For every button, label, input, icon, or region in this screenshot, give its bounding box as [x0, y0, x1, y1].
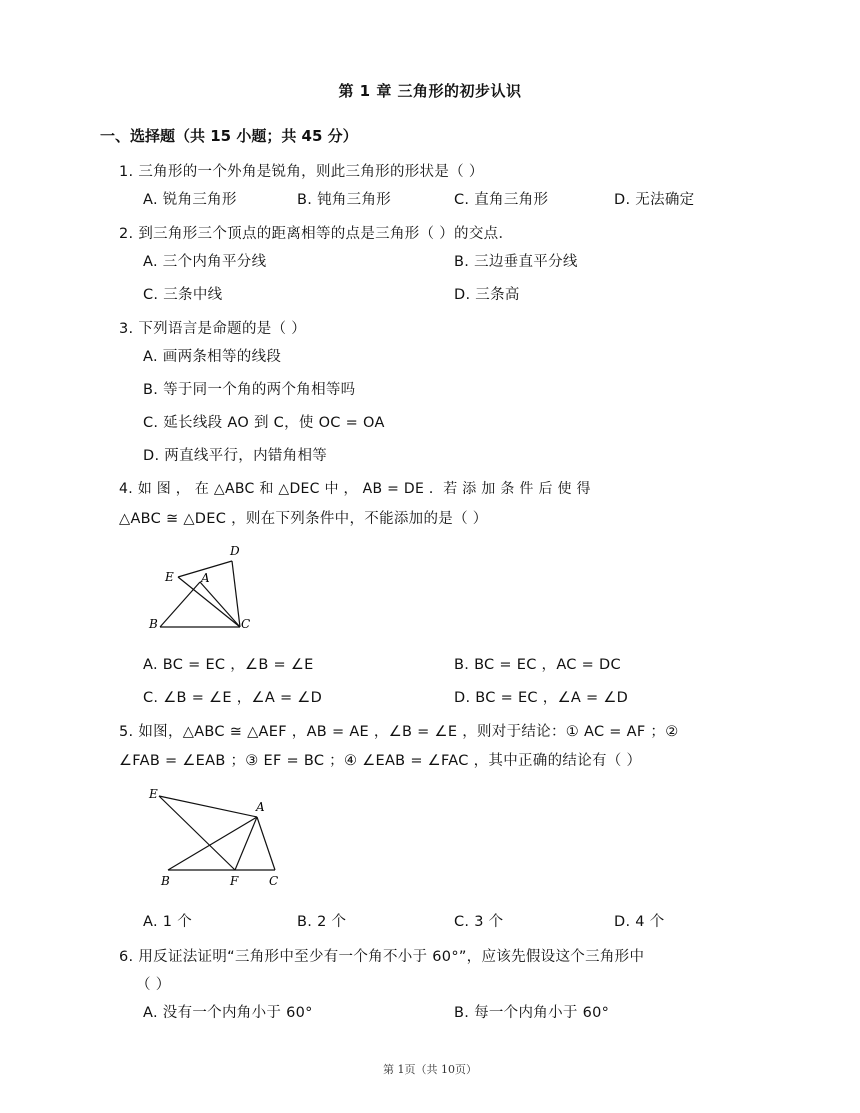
question-5-stem-line-1: 5. 如图，△ABC ≅ △AEF ，AB = AE ，∠B = ∠E ，则对于结论：① AC = AF ；②: [119, 724, 679, 740]
question-5-option-c: C. 3 个: [454, 914, 504, 930]
question-1-option-d: D. 无法确定: [614, 192, 695, 208]
question-3-option-c: C. 延长线段 AO 到 C，使 OC = OA: [143, 415, 385, 431]
question-5-figure: [140, 783, 290, 893]
page-title: 第 1 章 三角形的初步认识: [338, 82, 522, 100]
fig4-label-d: D: [230, 544, 240, 558]
fig4-label-a: A: [201, 571, 210, 585]
section-heading: 一、选择题（共 15 小题；共 45 分）: [100, 127, 358, 145]
question-6-option-b: B. 每一个内角小于 60°: [454, 1005, 610, 1021]
question-2-option-d: D. 三条高: [454, 287, 520, 303]
question-4-option-d: D. BC = EC ，∠A = ∠D: [454, 690, 629, 706]
question-1-option-a: A. 锐角三角形: [143, 192, 237, 208]
question-1-option-c: C. 直角三角形: [454, 192, 549, 208]
question-2-stem: 2. 到三角形三个顶点的距离相等的点是三角形（ ）的交点．: [119, 226, 514, 242]
question-6-option-a: A. 没有一个内角小于 60°: [143, 1005, 313, 1021]
question-2-option-b: B. 三边垂直平分线: [454, 254, 578, 270]
fig5-label-c: C: [269, 874, 279, 888]
question-4-option-b: B. BC = EC ，AC = DC: [454, 657, 621, 673]
question-4-stem-line-1: 4. 如 图 ， 在 △ABC 和 △DEC 中 ， AB = DE ．若 添 加 条 件 后 使 得: [119, 481, 591, 497]
question-4-option-c: C. ∠B = ∠E ，∠A = ∠D: [143, 690, 323, 706]
question-1-stem: 1. 三角形的一个外角是锐角，则此三角形的形状是（ ）: [119, 164, 484, 180]
question-5-option-b: B. 2 个: [297, 914, 347, 930]
question-3-option-a: A. 画两条相等的线段: [143, 349, 282, 365]
question-3-option-b: B. 等于同一个角的两个角相等吗: [143, 382, 356, 398]
fig4-label-e: E: [165, 570, 174, 584]
question-6-stem-line-1: 6. 用反证法证明“三角形中至少有一个角不小于 60°”，应该先假设这个三角形中: [119, 949, 645, 965]
question-2-option-c: C. 三条中线: [143, 287, 223, 303]
question-4-stem-line-2: △ABC ≅ △DEC ，则在下列条件中，不能添加的是（ ）: [119, 511, 488, 527]
question-3-stem: 3. 下列语言是命题的是（ ）: [119, 321, 307, 337]
fig5-label-b: B: [161, 874, 170, 888]
fig4-label-c: C: [241, 617, 251, 631]
fig5-label-f: F: [230, 874, 239, 888]
question-5-option-d: D. 4 个: [614, 914, 665, 930]
question-6-stem-line-2: （ ）: [136, 977, 171, 993]
question-4-option-a: A. BC = EC ，∠B = ∠E: [143, 657, 314, 673]
fig5-label-e: E: [149, 787, 158, 801]
question-3-option-d: D. 两直线平行，内错角相等: [143, 448, 328, 464]
fig4-label-b: B: [149, 617, 158, 631]
question-5-stem-line-2: ∠FAB = ∠EAB ；③ EF = BC ；④ ∠EAB = ∠FAC ，其中正确的结论有（ ）: [119, 753, 642, 769]
question-5-option-a: A. 1 个: [143, 914, 193, 930]
question-2-option-a: A. 三个内角平分线: [143, 254, 267, 270]
page-footer: 第 1页（共 10页）: [383, 1063, 477, 1076]
fig5-label-a: A: [256, 800, 265, 814]
question-1-option-b: B. 钝角三角形: [297, 192, 392, 208]
question-4-figure: [140, 540, 270, 640]
